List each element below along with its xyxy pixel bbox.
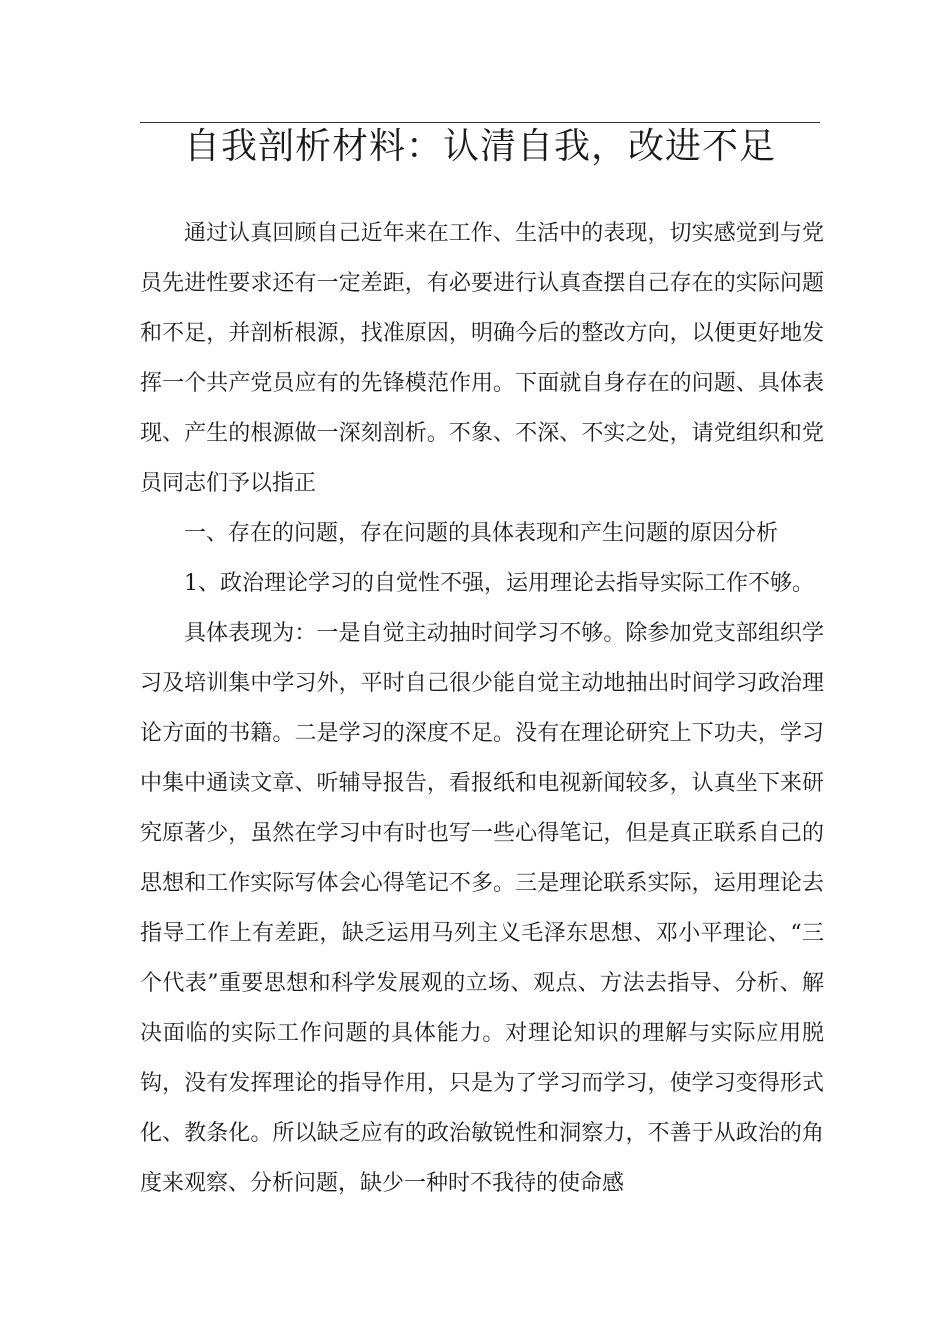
paragraph-details: 具体表现为：一是自觉主动抽时间学习不够。除参加党支部组织学习及培训集中学习外，平时自己很少能自觉主动地抽出时间学习政治理论方面的书籍。二是学习的深度不足。没有在理论研究上下功夫，学习中集中通读文章、听辅导报告，看报纸和电视新闻较多，认真坐下来研究原著少，虽然在学习中有时也写一些心得笔记，但是真正联系自己的思想和工作实际写体会心得笔记不多。三是理论联系实际，运用理论去指导工作上有差距，缺乏运用马列主义毛泽东思想、邓小平理论、“三个代表”重要思想和科学发展观的立场、观点、方法去指导、分析、解决面临的实际工作问题的具体能力。对理论知识的理解与实际应用脱钩，没有发挥理论的指导作用，只是为了学习而学习，使学习变得形式化、教条化。所以缺乏应有的政治敏锐性和洞察力，不善于从政治的角度来观察、分析问题，缺少一种时不我待的使命感 <box>140 621 824 1196</box>
subsection-heading: 1、政治理论学习的自觉性不强，运用理论去指导实际工作不够。 <box>184 571 814 596</box>
document-body <box>140 209 824 1209</box>
document-title: 自我剖析材料：认清自我，改进不足 <box>183 126 776 167</box>
header-rule <box>140 122 820 123</box>
paragraph-intro: 通过认真回顾自己近年来在工作、生活中的表现，切实感觉到与党员先进性要求还有一定差距，有必要进行认真查摆自己存在的实际问题和不足，并剖析根源，找准原因，明确今后的整改方向，以便更好地发挥一个共产党员应有的先锋模范作用。下面就自身存在的问题、具体表现、产生的根源做一深刻剖析。不象、不深、不实之处，请党组织和党员同志们予以指正 <box>140 221 824 496</box>
section-heading: 一、存在的问题，存在问题的具体表现和产生问题的原因分析 <box>184 521 779 546</box>
